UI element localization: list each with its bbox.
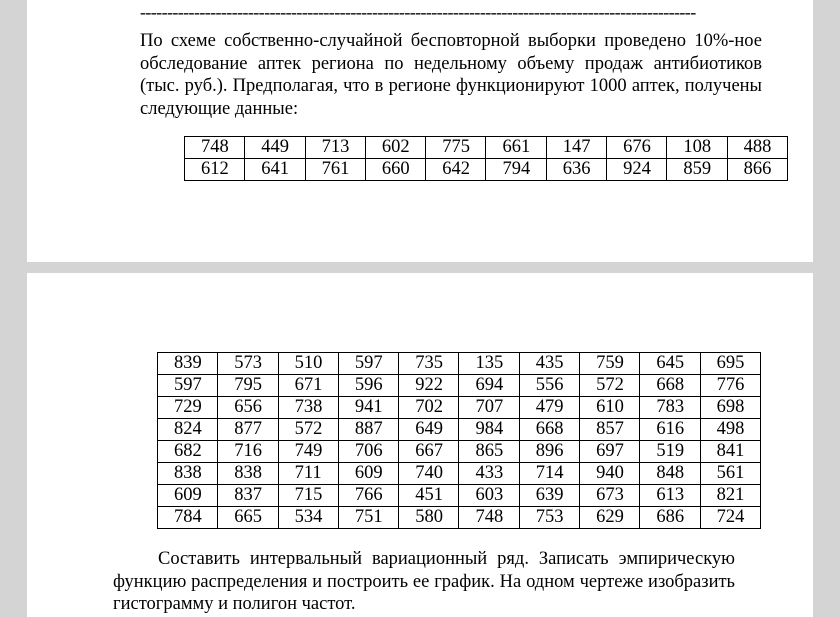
table-cell: 924 (607, 159, 667, 181)
table-cell: 984 (459, 419, 519, 441)
task-statement: Составить интервальный вариационный ряд. Записать эмпирическую функцию распределения и построить ее график. На одном чертеже изобразить гистограмму и полигон частот. (113, 549, 735, 614)
table-cell: 740 (399, 463, 459, 485)
table-cell: 597 (158, 375, 218, 397)
table-cell: 613 (640, 485, 700, 507)
table-cell: 609 (158, 485, 218, 507)
table-cell: 661 (486, 137, 546, 159)
table-cell: 753 (519, 507, 579, 529)
table-row (158, 441, 761, 463)
table-cell: 645 (640, 353, 700, 375)
table-cell: 716 (218, 441, 278, 463)
table-row (158, 419, 761, 441)
table-cell: 433 (459, 463, 519, 485)
table-cell: 649 (399, 419, 459, 441)
table-cell: 510 (278, 353, 338, 375)
table-cell: 748 (459, 507, 519, 529)
table-row (158, 397, 761, 419)
table-cell: 783 (640, 397, 700, 419)
table-cell: 776 (700, 375, 760, 397)
table-cell: 580 (399, 507, 459, 529)
table-cell: 597 (338, 353, 398, 375)
table-cell: 748 (185, 137, 245, 159)
table-row (158, 507, 761, 529)
dashed-separator: ------------------------------------------------------------------------------------------------------- (140, 2, 696, 22)
table-cell: 694 (459, 375, 519, 397)
table-cell: 759 (580, 353, 640, 375)
table-cell: 556 (519, 375, 579, 397)
table-cell: 729 (158, 397, 218, 419)
table-row (158, 375, 761, 397)
table-cell: 866 (727, 159, 787, 181)
table-cell: 784 (158, 507, 218, 529)
table-cell: 108 (667, 137, 727, 159)
table-cell: 702 (399, 397, 459, 419)
document-page-1 (27, 0, 813, 262)
table-row (158, 463, 761, 485)
table-cell: 838 (158, 463, 218, 485)
table-cell: 668 (519, 419, 579, 441)
table-cell: 602 (365, 137, 425, 159)
table-cell: 715 (278, 485, 338, 507)
table-cell: 706 (338, 441, 398, 463)
table-cell: 449 (245, 137, 305, 159)
table-cell: 859 (667, 159, 727, 181)
table-cell: 865 (459, 441, 519, 463)
table-cell: 941 (338, 397, 398, 419)
table-cell: 896 (519, 441, 579, 463)
table-cell: 713 (305, 137, 365, 159)
table-cell: 697 (580, 441, 640, 463)
table-cell: 724 (700, 507, 760, 529)
table-cell: 498 (700, 419, 760, 441)
problem-statement: По схеме собственно-случайной бесповторной выборки проведено 10%-ное обследование аптек региона по недельному объему продаж антибиотиков (тыс. руб.). Предполагая, что в регионе функционируют 1000 аптек, получены следующие данные: (140, 31, 762, 119)
table-cell: 841 (700, 441, 760, 463)
table-cell: 794 (486, 159, 546, 181)
table-cell: 686 (640, 507, 700, 529)
table-cell: 668 (640, 375, 700, 397)
table-cell: 610 (580, 397, 640, 419)
sample-data-table-1 (184, 136, 788, 181)
table-cell: 887 (338, 419, 398, 441)
table-cell: 837 (218, 485, 278, 507)
table-cell: 824 (158, 419, 218, 441)
table-cell: 519 (640, 441, 700, 463)
table-cell: 451 (399, 485, 459, 507)
table-cell: 775 (426, 137, 486, 159)
table-cell: 656 (218, 397, 278, 419)
table-row (185, 137, 788, 159)
table-row (158, 485, 761, 507)
table-cell: 573 (218, 353, 278, 375)
table-cell: 795 (218, 375, 278, 397)
sample-data-table-2-body (158, 353, 761, 529)
table-row (185, 159, 788, 181)
table-cell: 479 (519, 397, 579, 419)
table-cell: 603 (459, 485, 519, 507)
table-cell: 147 (546, 137, 606, 159)
table-cell: 682 (158, 441, 218, 463)
table-cell: 857 (580, 419, 640, 441)
table-cell: 642 (426, 159, 486, 181)
table-cell: 609 (338, 463, 398, 485)
table-cell: 667 (399, 441, 459, 463)
table-cell: 877 (218, 419, 278, 441)
table-cell: 838 (218, 463, 278, 485)
table-cell: 839 (158, 353, 218, 375)
table-cell: 488 (727, 137, 787, 159)
table-cell: 572 (278, 419, 338, 441)
table-row (158, 353, 761, 375)
table-cell: 848 (640, 463, 700, 485)
table-cell: 749 (278, 441, 338, 463)
sample-data-table-1-body (185, 137, 788, 181)
table-cell: 738 (278, 397, 338, 419)
table-cell: 707 (459, 397, 519, 419)
table-cell: 695 (700, 353, 760, 375)
table-cell: 711 (278, 463, 338, 485)
table-cell: 676 (607, 137, 667, 159)
table-cell: 761 (305, 159, 365, 181)
table-cell: 616 (640, 419, 700, 441)
table-cell: 922 (399, 375, 459, 397)
table-cell: 534 (278, 507, 338, 529)
table-cell: 572 (580, 375, 640, 397)
table-cell: 671 (278, 375, 338, 397)
sample-data-table-2 (157, 352, 761, 529)
table-cell: 639 (519, 485, 579, 507)
table-cell: 135 (459, 353, 519, 375)
table-cell: 673 (580, 485, 640, 507)
table-cell: 629 (580, 507, 640, 529)
table-cell: 561 (700, 463, 760, 485)
table-cell: 766 (338, 485, 398, 507)
table-cell: 612 (185, 159, 245, 181)
table-cell: 641 (245, 159, 305, 181)
table-cell: 735 (399, 353, 459, 375)
table-cell: 660 (365, 159, 425, 181)
table-cell: 698 (700, 397, 760, 419)
table-cell: 636 (546, 159, 606, 181)
table-cell: 751 (338, 507, 398, 529)
table-cell: 596 (338, 375, 398, 397)
table-cell: 821 (700, 485, 760, 507)
table-cell: 940 (580, 463, 640, 485)
table-cell: 435 (519, 353, 579, 375)
table-cell: 714 (519, 463, 579, 485)
table-cell: 665 (218, 507, 278, 529)
